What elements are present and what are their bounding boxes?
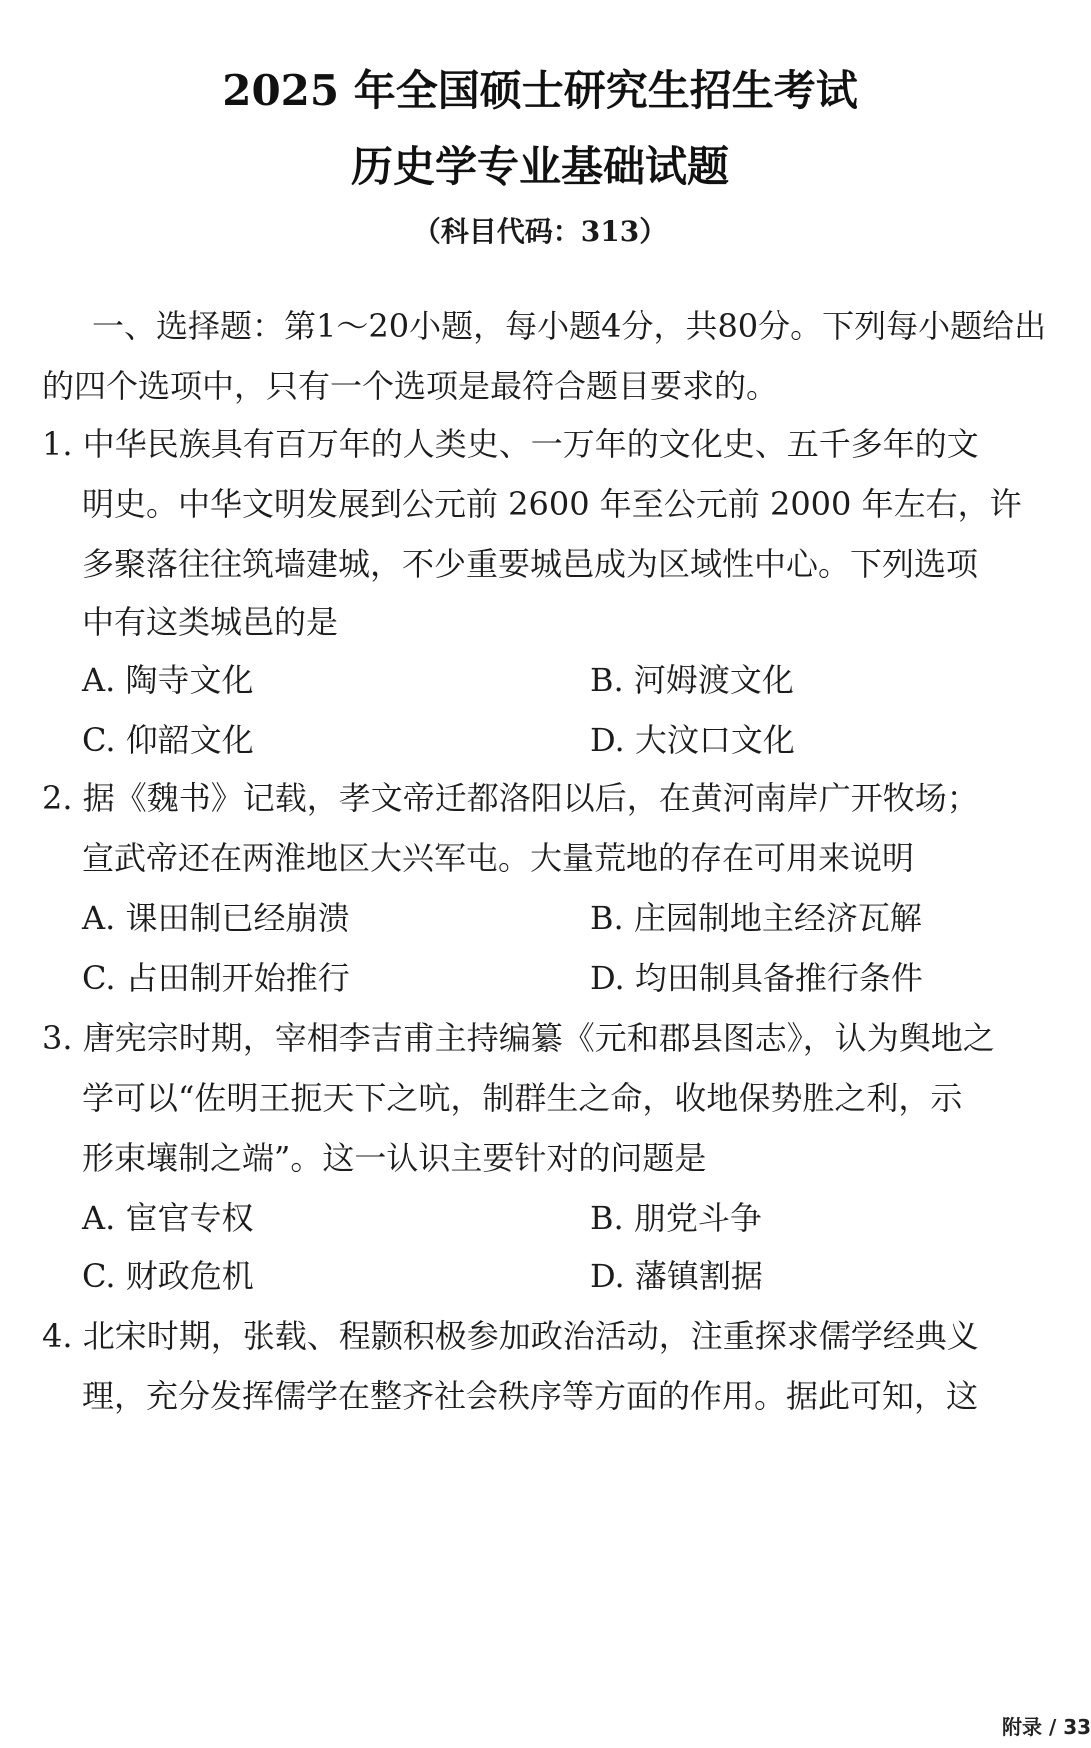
question-2-line-2: 宣武帝还在两淮地区大兴军屯。大量荒地的存在可用来说明 (82, 839, 915, 877)
question-3-line-1: 3. 唐宪宗时期，宰相李吉甫主持编纂《元和郡县图志》，认为舆地之 (42, 1019, 995, 1057)
question-3-line-2: 学可以“佐明王扼天下之吭，制群生之命，收地保势胜之利，示 (82, 1079, 963, 1117)
section-instruction-line-2: 的四个选项中，只有一个选项是最符合题目要求的。 (42, 367, 779, 405)
question-1-option-d: D. 大汶口文化 (590, 721, 795, 759)
question-1-line-4: 中有这类城邑的是 (82, 603, 339, 641)
question-2-option-d: D. 均田制具备推行条件 (590, 959, 923, 997)
question-1-line-2: 明史。中华文明发展到公元前 2600 年至公元前 2000 年左右，许 (82, 485, 1022, 523)
section-instruction-line-1: 一、选择题：第1～20小题，每小题4分，共80分。下列每小题给出 (92, 307, 1047, 345)
exam-title: 2025 年全国硕士研究生招生考试 (222, 66, 858, 115)
question-3-option-d: D. 藩镇割据 (590, 1257, 763, 1295)
question-3-option-a: A. 宦官专权 (82, 1199, 254, 1237)
question-2-option-b: B. 庄园制地主经济瓦解 (590, 899, 922, 937)
question-4-line-1: 4. 北宋时期，张载、程颢积极参加政治活动，注重探求儒学经典义 (42, 1317, 979, 1355)
exam-subtitle: 历史学专业基础试题 (350, 142, 729, 191)
question-2-option-a: A. 课田制已经崩溃 (82, 899, 350, 937)
page-number: 附录 / 33 (1002, 1715, 1091, 1739)
question-1-line-3: 多聚落往往筑墙建城，不少重要城邑成为区域性中心。下列选项 (82, 545, 979, 583)
subject-code: （科目代码：313） (412, 215, 668, 248)
question-1-option-b: B. 河姆渡文化 (590, 661, 794, 699)
question-2-line-1: 2. 据《魏书》记载，孝文帝迁都洛阳以后，在黄河南岸广开牧场； (42, 779, 979, 817)
question-4-line-2: 理，充分发挥儒学在整齐社会秩序等方面的作用。据此可知，这 (82, 1377, 979, 1415)
question-1-line-1: 1. 中华民族具有百万年的人类史、一万年的文化史、五千多年的文 (42, 425, 979, 463)
question-3-line-3: 形束壤制之端”。这一认识主要针对的问题是 (82, 1139, 707, 1177)
question-1-option-a: A. 陶寺文化 (82, 661, 254, 699)
question-1-option-c: C. 仰韶文化 (82, 721, 254, 759)
question-2-option-c: C. 占田制开始推行 (82, 959, 350, 997)
question-3-option-b: B. 朋党斗争 (590, 1199, 762, 1237)
question-3-option-c: C. 财政危机 (82, 1257, 254, 1295)
